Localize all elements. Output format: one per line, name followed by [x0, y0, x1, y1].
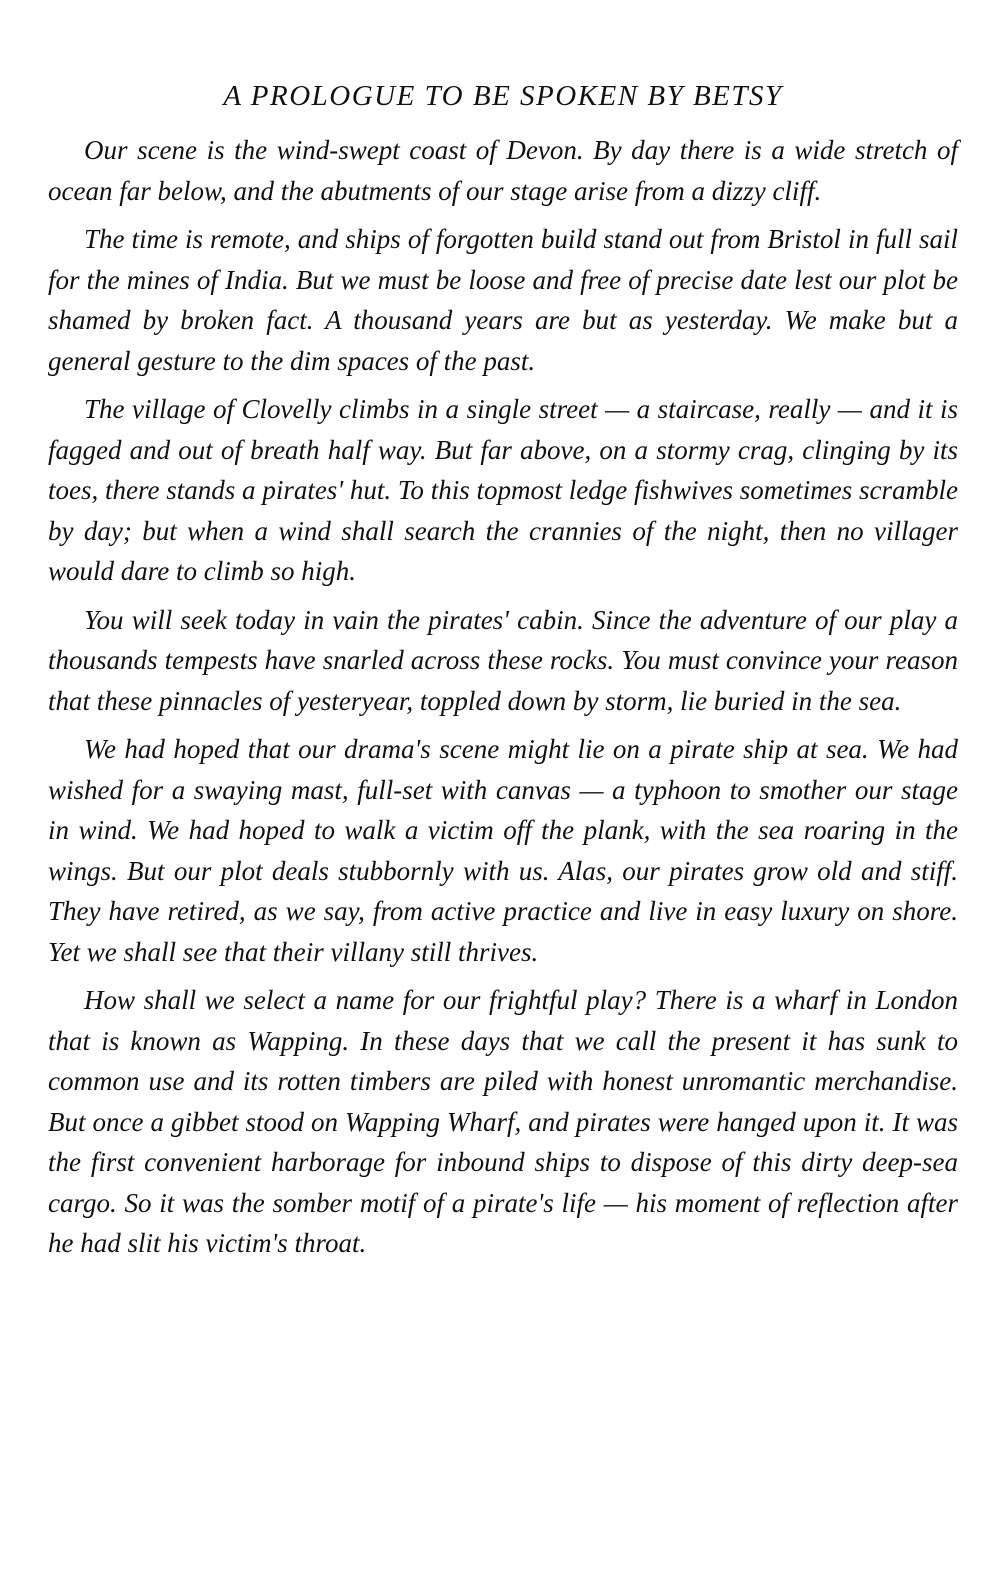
paragraph-drama: We had hoped that our drama's scene might lie on a pirate ship at sea. We had wished for a swaying mast, full-set with canvas — a typhoon to smother our stage in wind. We had hoped to walk a victim off the plank, with the sea roaring in the wings. But our plot deals stubbornly with us. Alas, our pirates grow old and stiff. They have retired, as we say, from active practice and live in easy luxury on shore. Yet we shall see that their villany still thrives. — [48, 734, 958, 967]
document-page — [48, 78, 958, 1272]
paragraph-time: The time is remote, and ships of forgotten build stand out from Bristol in full sail for the mines of India. But we must be loose and free of precise date lest our plot be shamed by broken fact. A thousand years are but as yesterday. We make but a general gesture to the dim spaces of the past. — [48, 224, 958, 376]
prologue-title: A PROLOGUE TO BE SPOKEN BY BETSY — [223, 80, 783, 112]
paragraph-scene: Our scene is the wind-swept coast of Devon. By day there is a wide stretch of ocean far below, and the abutments of our stage arise from a dizzy cliff. — [48, 135, 958, 206]
paragraph-name: How shall we select a name for our frightful play? There is a wharf in London that is known as Wapping. In these days that we call the present it has sunk to common use and its rotten timbers are piled with honest unromantic merchandise. But once a gibbet stood on Wapping Wharf, and pirates were hanged upon it. It was the first convenient harborage for inbound ships to dispose of this dirty deep-sea cargo. So it was the somber motif of a pirate's life — his moment of reflection after he had slit his victim's throat. — [48, 985, 958, 1258]
paragraph-village: The village of Clovelly climbs in a single street — a staircase, really — and it is fagged and out of breath half way. But far above, on a stormy crag, clinging by its toes, there stands a pirates' hut. To this topmost ledge fishwives sometimes scramble by day; but when a wind shall search the crannies of the night, then no villager would dare to climb so high. — [48, 394, 958, 586]
paragraph-cabin: You will seek today in vain the pirates' cabin. Since the adventure of our play a thousands tempests have snarled across these rocks. You must convince your reason that these pinnacles of yesteryear, toppled down by storm, lie buried in the sea. — [48, 604, 958, 716]
